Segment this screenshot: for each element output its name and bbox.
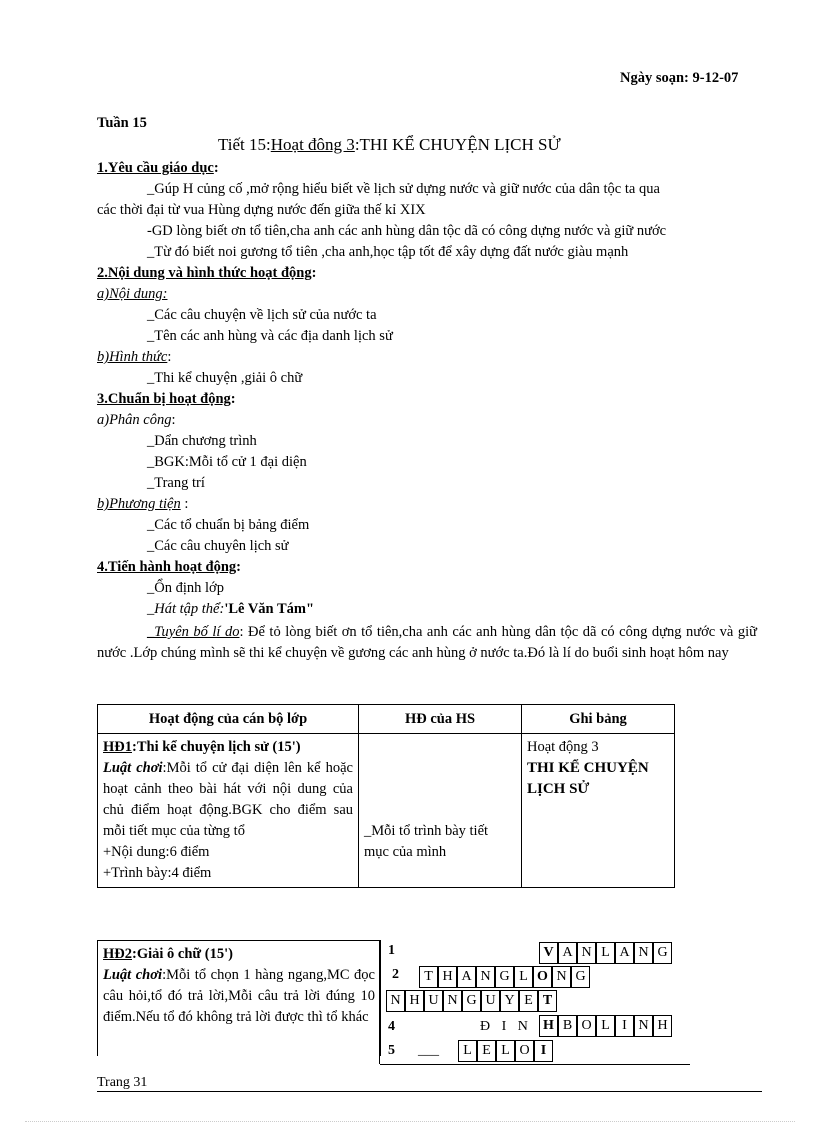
- s1-para1b: các thời đại từ vua Hùng dựng nước đến giữa thế kỉ XIX: [97, 202, 426, 218]
- puzzle-cell: O: [533, 966, 552, 988]
- section3-heading: 3.Chuẩn bị hoạt động:: [97, 391, 236, 407]
- puzzle-cell: L: [596, 942, 615, 964]
- hd2-box: HĐ2:Giải ô chữ (15') Luật chơi:Mỗi tổ chọn 1 hàng ngang,MC đọc câu hỏi,tổ đó trả lời,Mỗi câu trả lời đúng 10 điểm.Nếu tổ đó không trả lời được thì tổ khác: [97, 940, 381, 1056]
- page-number: Trang 31: [97, 1075, 148, 1090]
- date-label: Ngày soạn: 9-12-07: [620, 70, 739, 86]
- s3-b1: _Các tổ chuẩn bị bảng điểm: [147, 517, 310, 533]
- puzzle-number: 5: [388, 1043, 395, 1058]
- puzzle-cell: N: [476, 966, 495, 988]
- title-part2: Hoạt đông 3: [270, 135, 355, 154]
- puzzle-cell: G: [571, 966, 590, 988]
- puzzle-cell: N: [552, 966, 571, 988]
- puzzle-number: 4: [388, 1019, 395, 1034]
- puzzle-cell: H: [653, 1015, 672, 1037]
- s3-a2: _BGK:Mỗi tổ cử 1 đại diện: [147, 454, 307, 470]
- puzzle-cell: L: [496, 1040, 515, 1062]
- s3-a-label: a)Phân công:: [97, 412, 176, 428]
- puzzle-cell: V: [539, 942, 558, 964]
- puzzle-cell: L: [596, 1015, 615, 1037]
- section1-heading: 1.Yêu cầu giáo dục:: [97, 160, 219, 176]
- puzzle-cell: E: [519, 990, 538, 1012]
- puzzle-cell: L: [458, 1040, 477, 1062]
- puzzle-cell: T: [538, 990, 557, 1012]
- table-row: [98, 734, 675, 888]
- title-part1: Tiết 15:: [218, 135, 271, 154]
- puzzle-number: 2: [392, 967, 399, 982]
- hd1-cell: HĐ1:Thi kể chuyện lịch sử (15') Luật chơi:Mỗi tổ cử đại diện lên kể hoặc hoạt cảnh theo bài hát với nội dung của chủ điểm hoạt động.BGK cho điểm sau mỗi tiết mục của từng tổ +Nội dung:6 điểm +Trình bày:4 điểm: [98, 734, 359, 888]
- s4-item1: _Ổn định lớp: [147, 580, 224, 596]
- s1-para2: -GD lòng biết ơn tổ tiên,cha anh các anh hùng dân tộc dã có công dựng nước và giữ nước: [147, 223, 667, 239]
- s3-b-label: b)Phương tiện :: [97, 496, 189, 512]
- header-cell: Hoạt động của cán bộ lớp: [98, 705, 359, 734]
- puzzle-cell: E: [477, 1040, 496, 1062]
- s3-a3: _Trang trí: [147, 475, 205, 491]
- week-label: Tuần 15: [97, 115, 147, 131]
- puzzle-cell: U: [481, 990, 500, 1012]
- puzzle-cell: Y: [500, 990, 519, 1012]
- activity-table: [97, 704, 675, 888]
- puzzle-cell: O: [577, 1015, 596, 1037]
- puzzle-blank: ___: [418, 1043, 439, 1058]
- puzzle-cell: H: [405, 990, 424, 1012]
- puzzle-cell: G: [462, 990, 481, 1012]
- puzzle-cell: A: [457, 966, 476, 988]
- page-title: [218, 135, 561, 155]
- puzzle-cell: G: [495, 966, 514, 988]
- puzzle-row4-text: Đ I N: [480, 1019, 532, 1034]
- section2-heading: 2.Nội dung và hình thức hoạt động:: [97, 265, 317, 281]
- s3-b2: _Các câu chuyên lịch sử: [147, 538, 289, 554]
- puzzle-cell: I: [615, 1015, 634, 1037]
- puzzle-cell: N: [443, 990, 462, 1012]
- puzzle-cell: B: [558, 1015, 577, 1037]
- page-edge: [25, 1121, 795, 1122]
- puzzle-cell: L: [514, 966, 533, 988]
- s1-para1a: _Gúp H củng cố ,mở rộng hiểu biết về lịch sử dựng nước và giữ nước của dân tộc ta qua: [147, 181, 660, 197]
- puzzle-cell: O: [515, 1040, 534, 1062]
- puzzle-cell: N: [634, 942, 653, 964]
- s3-a1: _Dẩn chương trình: [147, 433, 257, 449]
- header-cell: Ghi bảng: [522, 705, 675, 734]
- puzzle-number: 1: [388, 943, 395, 958]
- header-cell: HĐ của HS: [359, 705, 522, 734]
- puzzle-cell: A: [558, 942, 577, 964]
- puzzle-cell: I: [534, 1040, 553, 1062]
- table-header-row: [98, 705, 675, 734]
- section4-heading: 4.Tiến hành hoạt động:: [97, 559, 241, 575]
- ghibang-cell: Hoạt động 3 THI KỂ CHUYỆN LỊCH SỬ: [522, 734, 675, 888]
- puzzle-cell: N: [386, 990, 405, 1012]
- puzzle-cell: U: [424, 990, 443, 1012]
- footer-divider: [97, 1091, 762, 1092]
- puzzle-cell: H: [438, 966, 457, 988]
- puzzle-cell: N: [634, 1015, 653, 1037]
- s2-b-label: b)Hình thức:: [97, 349, 172, 365]
- s1-para3: _Từ đó biết noi gương tổ tiên ,cha anh,học tập tốt để xây dựng đất nước giàu mạnh: [147, 244, 629, 260]
- s2-a1: _Các câu chuyện về lịch sử của nước ta: [147, 307, 377, 323]
- s2-b1: _Thi kể chuyện ,giải ô chữ: [147, 370, 303, 386]
- puzzle-cell: T: [419, 966, 438, 988]
- s4-item3: _Tuyên bố lí do: Để tỏ lòng biết ơn tổ tiên,cha anh các anh hùng dân tộc dã có công dựng nước và giữ nước .Lớp chúng mình sẽ thi kể chuyện về gương các anh hùng ở nước ta.Đó là lí do buổi sinh hoạt hôm nay: [97, 624, 758, 661]
- puzzle-cell: G: [653, 942, 672, 964]
- s4-item2: _Hát tập thể:'Lê Văn Tám": [147, 601, 315, 617]
- s2-a-label: a)Nội dung:: [97, 286, 168, 302]
- hs-cell: _Mỗi tổ trình bày tiết mục của mình: [359, 734, 522, 888]
- title-part3: :THI KỂ CHUYỆN LỊCH SỬ: [354, 135, 561, 154]
- puzzle-cell: N: [577, 942, 596, 964]
- puzzle-cell: H: [539, 1015, 558, 1037]
- s2-a2: _Tên các anh hùng và các địa danh lịch sử: [147, 328, 393, 344]
- puzzle-cell: A: [615, 942, 634, 964]
